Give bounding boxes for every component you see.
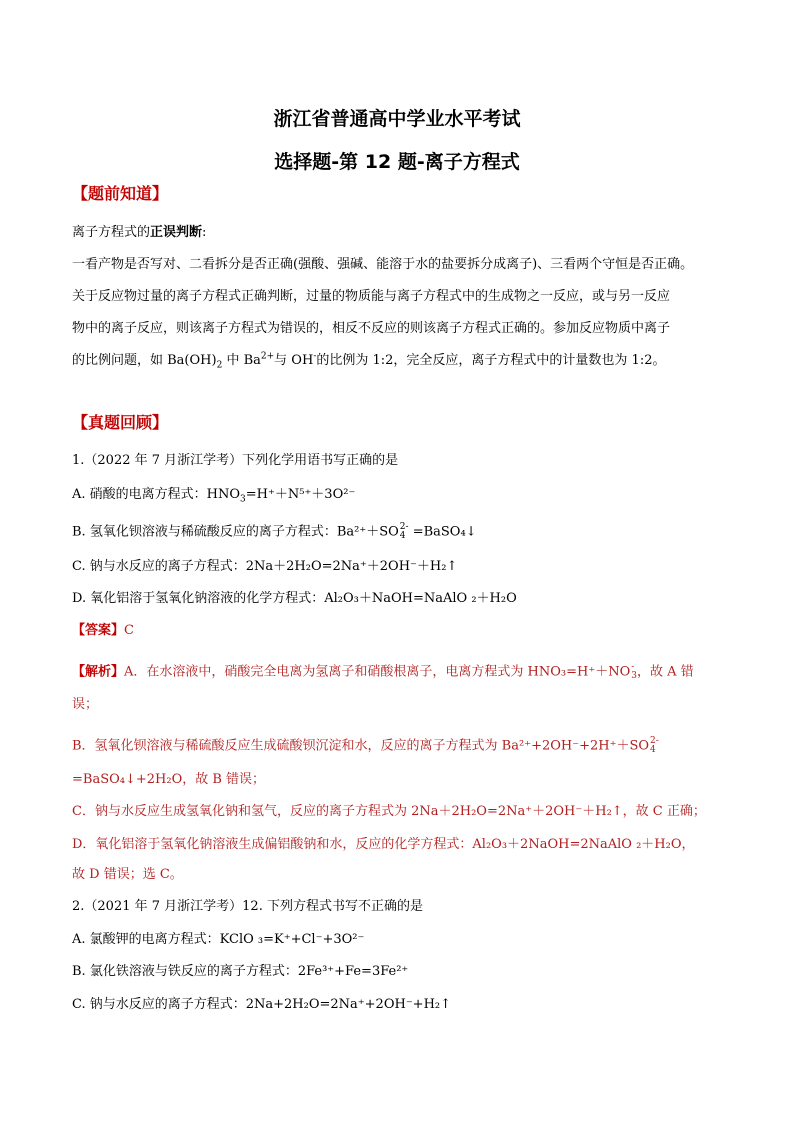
q2-stem: 2.（2021 年 7 月浙江学考）12. 下列方程式书写不正确的是 [72,899,423,914]
q1-b-eq: Ba²⁺＋SO [336,524,399,540]
q1-d-eq: Al₂O₃＋NaOH=NaAlO ₂＋H₂O [324,591,517,606]
q1-analysis-4: =BaSO₄↓+2H₂O，故 B 错误； [72,772,266,787]
intro-paragraph-2: 关于反应物过量的离子方程式正确判断，过量的物质能与离子方程式中的生成物之一反应，或与另一反应 [72,289,671,304]
q1-d-label: D. 氧化铝溶于氢氧化钠溶液的化学方程式： [72,591,325,606]
an3-ion [650,737,659,755]
q1-b-ion-sub: 4 [399,531,406,541]
q1-b-label: B. 氢氧化钡溶液与稀硫酸反应的离子方程式： [72,524,337,540]
q1-option-b [72,523,477,541]
section-heading-review: 【真题回顾】 [72,413,169,432]
q1-analysis-2: 误； [72,697,99,712]
q1-analysis-1 [72,663,694,681]
p4-sup-oh: - [313,351,317,362]
q1-b-ion [400,523,409,541]
page-title: 浙江省普通高中学业水平考试 [273,108,521,130]
an1-ion-sub: 3 [631,671,637,681]
q1-b-rest: =BaSO₄↓ [408,524,477,540]
q1-c-label: C. 钠与水反应的离子方程式： [72,559,246,574]
q2-option-b: B. 氯化铁溶液与铁反应的离子方程式：2Fe³⁺+Fe=3Fe²⁺ [72,964,409,979]
q1-answer [72,624,134,637]
q1-c-eq: 2Na＋2H₂O=2Na⁺＋2OH⁻＋H₂↑ [245,559,458,574]
section-heading-intro: 【题前知道】 [72,184,169,203]
q1-analysis-6: D．氧化铝溶于氢氧化钠溶液生成偏铝酸钠和水，反应的化学方程式：Al₂O₃＋2NaOH=2NaAlO ₂＋H₂O， [72,837,695,852]
q1-analysis-3 [72,737,659,755]
intro-paragraph-1: 一看产物是否写对、二看拆分是否正确(强酸、强碱、能溶于水的盐要拆分成离子)、三看两个守恒是否正确。 [72,257,694,272]
intro-paragraph-3: 物中的离子反应，则该离子方程式为错误的，相反不反应的则该离子方程式正确的。参加反应物质中离子 [72,321,671,336]
q1-option-c [72,560,457,573]
p4-e: 与 OH [274,353,314,368]
q2-option-c: C. 钠与水反应的离子方程式：2Na+2H₂O=2Na⁺+2OH⁻+H₂↑ [72,997,452,1012]
intro-label-text: 离子方程式的 [72,225,151,240]
answer-tag: 【答案】 [72,623,125,638]
an3-ion-sub: 4 [650,745,656,755]
q1-a-label: A. 硝酸的电离方程式： [72,487,207,502]
an1-a: A．在水溶液中，硝酸完全电离为氢离子和硝酸根离子，电离方程式为 HNO₃=H⁺＋NO [124,664,631,680]
q2-option-a: A. 氯酸钾的电离方程式：KClO ₃=K⁺+Cl⁻+3O²⁻ [72,932,365,947]
an3-ion-sup: 2- [650,736,659,746]
q1-b-ion-sup: 2- [399,522,409,532]
page-subtitle: 选择题-第 12 题-离子方程式 [274,151,520,173]
q1-stem: 1.（2022 年 7 月浙江学考）下列化学用语书写正确的是 [72,453,399,468]
an1-ion-sup: - [631,662,635,672]
q1-analysis-5: C．钠与水反应生成氢氧化钠和氢气，反应的离子方程式为 2Na＋2H₂O=2Na⁺＋2OH⁻＋H₂↑，故 C 正确； [72,804,706,819]
an1-b: ，故 A 错 [636,664,694,680]
q1-option-a [72,487,356,505]
analysis-tag: 【解析】 [72,664,125,680]
an3-a: B．氢氧化钡溶液与稀硫酸反应生成硫酸钡沉淀和水，反应的离子方程式为 Ba²⁺+2OH⁻+2H⁺＋SO [72,738,650,754]
q1-option-d [72,592,517,605]
answer-value: C [124,623,134,638]
intro-paragraph-4 [72,351,666,371]
intro-label-bold: 正误判断 [150,225,203,240]
q1-a-eq: HNO [206,487,241,502]
p4-sub: 2 [216,360,223,371]
p4-c: 中 Ba [222,353,261,368]
p4-g: 的比例为 1:2，完全反应，离子方程式中的计量数也为 1:2。 [316,353,666,368]
intro-label-colon: : [202,225,207,240]
q1-a-rest: =H⁺＋N⁵⁺＋3O²⁻ [245,487,356,502]
q1-analysis-7: 故 D 错误；选 C。 [72,867,183,882]
p4-sup-ba: 2+ [260,351,275,362]
intro-label [72,226,206,239]
p4-a: 的比例问题，如 Ba(OH) [72,353,217,368]
q1-a-sub: 3 [240,494,246,505]
